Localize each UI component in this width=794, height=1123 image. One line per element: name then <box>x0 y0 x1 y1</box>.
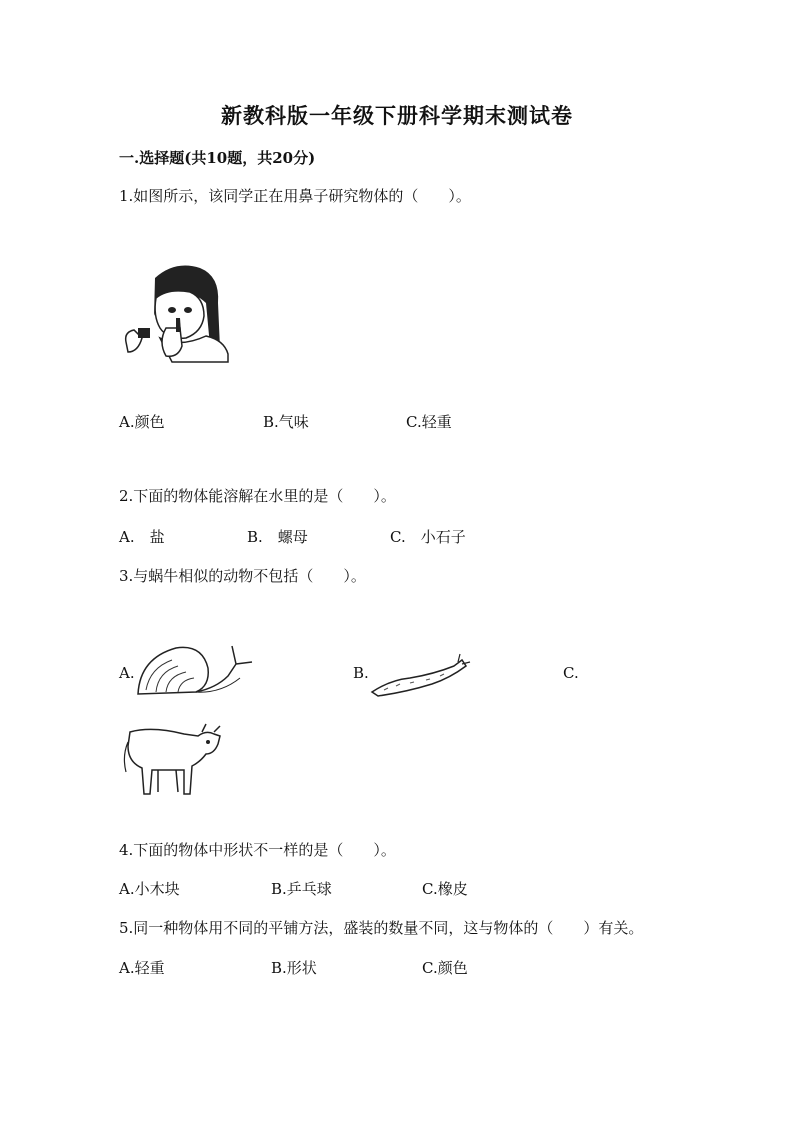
question-1-stem: 1.如图所示，该同学正在用鼻子研究物体的（ ）。 <box>119 187 471 205</box>
question-5-option-c[interactable]: C.颜色 <box>422 959 468 977</box>
question-2-option-b[interactable]: B. 螺母 <box>247 528 308 546</box>
question-4-stem: 4.下面的物体中形状不一样的是（ ）。 <box>119 841 396 859</box>
question-3-option-a[interactable]: A. <box>119 664 135 682</box>
cow-illustration <box>122 722 226 800</box>
question-2-option-a[interactable]: A. 盐 <box>119 528 165 546</box>
question-4-option-b[interactable]: B.乒乓球 <box>271 880 332 898</box>
question-4-option-c[interactable]: C.橡皮 <box>422 880 468 898</box>
question-5-option-a[interactable]: A.轻重 <box>119 959 165 977</box>
snail-illustration <box>136 638 254 696</box>
question-2-stem: 2.下面的物体能溶解在水里的是（ ）。 <box>119 487 396 505</box>
earthworm-illustration <box>370 654 474 698</box>
question-5-option-b[interactable]: B.形状 <box>271 959 317 977</box>
question-5-stem: 5.同一种物体用不同的平铺方法，盛装的数量不同，这与物体的（ ）有关。 <box>119 919 644 937</box>
question-2-option-c[interactable]: C. 小石子 <box>390 528 466 546</box>
question-3-option-b[interactable]: B. <box>353 664 369 682</box>
question-3-option-c[interactable]: C. <box>563 664 579 682</box>
question-1-option-c[interactable]: C.轻重 <box>406 413 452 431</box>
question-1-option-b[interactable]: B.气味 <box>263 413 309 431</box>
question-4-option-a[interactable]: A.小木块 <box>119 880 180 898</box>
question-3-stem: 3.与蜗牛相似的动物不包括（ ）。 <box>119 567 366 585</box>
section-heading: 一.选择题(共10题，共20分) <box>119 149 316 167</box>
page-title: 新教科版一年级下册科学期末测试卷 <box>221 103 573 128</box>
girl-smelling-illustration <box>120 258 235 366</box>
question-1-option-a[interactable]: A.颜色 <box>119 413 165 431</box>
